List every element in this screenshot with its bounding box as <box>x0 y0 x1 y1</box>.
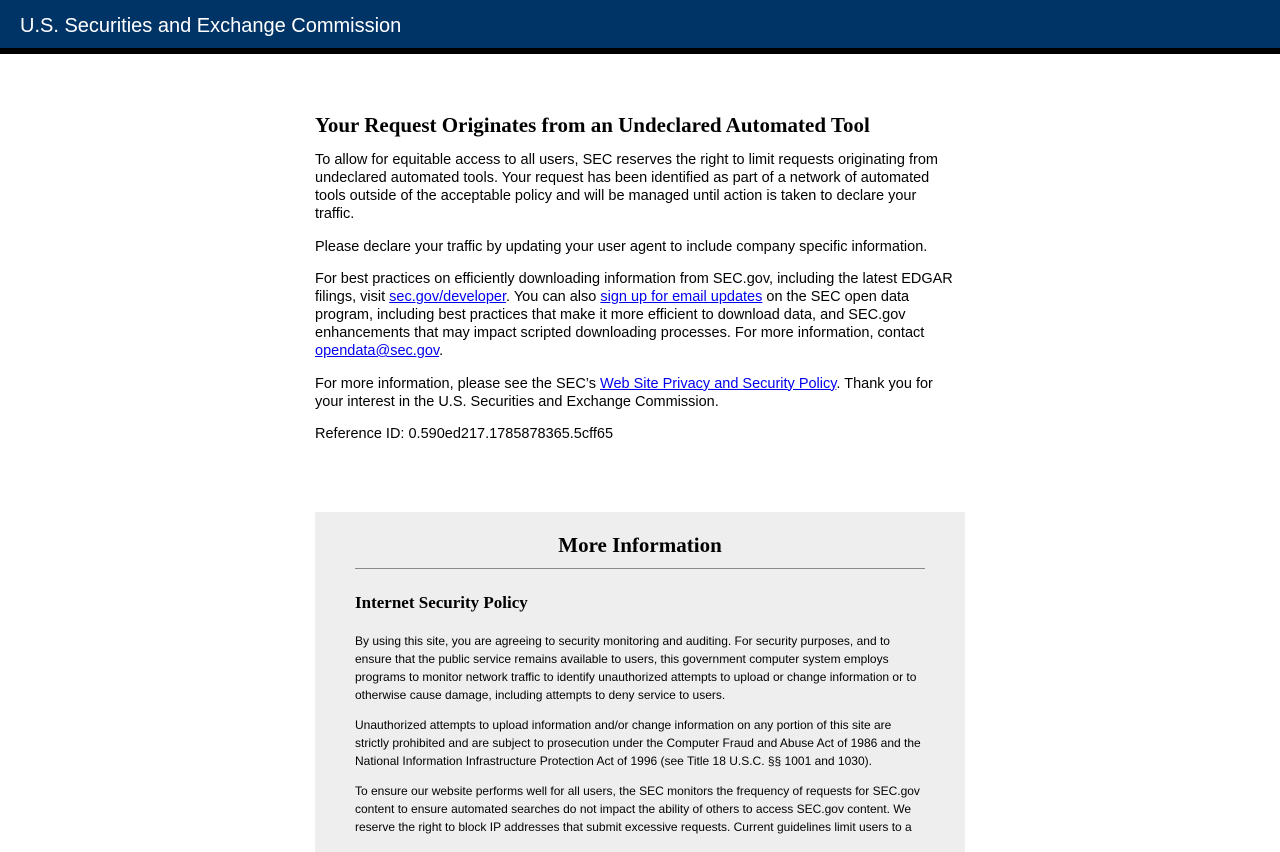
security-policy-paragraph-3: To ensure our website performs well for all users, the SEC monitors the frequency of requests for SEC.gov content to ensure automated searches do not impact the ability of others to access SEC.gov content. We reserve the right to block IP addresses that submit excessive requests. Current guidelines limit users to a <box>355 784 920 834</box>
main-content <box>315 54 965 852</box>
opendata-email-link[interactable]: opendata@sec.gov <box>315 343 440 359</box>
privacy-text-1: For more information, please see the SEC’s <box>315 375 601 392</box>
security-policy-paragraph-1: By using this site, you are agreeing to security monitoring and auditing. For security purposes, and to ensure that the public service remains available to users, this government computer system employs programs to monitor network traffic to identify unauthorized attempts to upload or change information or to otherwise cause damage, including attempts to deny service to users. <box>355 634 917 702</box>
more-information-panel <box>315 512 965 852</box>
security-policy-paragraph-2: Unauthorized attempts to upload information and/or change information on any portion of this site are strictly prohibited and are subject to prosecution under the Computer Fraud and Abuse Act of 1986 and the National Information Infrastructure Protection Act of 1996 (see Title 18 U.S.C. §§ 1001 and 1030). <box>355 718 921 768</box>
best-practices-text-4: . <box>439 343 444 359</box>
reference-id: Reference ID: 0.590ed217.1785878365.5cff65 <box>315 426 614 442</box>
best-practices-paragraph <box>315 270 955 360</box>
declare-traffic-paragraph: Please declare your traffic by updating your user agent to include company specific information. <box>315 238 928 255</box>
site-header <box>0 0 1280 54</box>
privacy-text-2: . Thank you for your interest in the U.S. Securities and Exchange Commission. <box>315 375 933 410</box>
site-title: U.S. Securities and Exchange Commission <box>20 14 402 37</box>
best-practices-text-1: For best practices on efficiently downloading information from SEC.gov, including the latest EDGAR filings, visit <box>315 271 953 305</box>
page-heading: Your Request Originates from an Undeclared Automated Tool <box>315 113 870 137</box>
privacy-policy-link[interactable]: Web Site Privacy and Security Policy <box>600 375 837 392</box>
developer-link[interactable]: sec.gov/developer <box>389 289 507 305</box>
privacy-paragraph <box>315 375 955 411</box>
email-updates-link[interactable]: sign up for email updates <box>600 289 763 305</box>
intro-paragraph: To allow for equitable access to all users, SEC reserves the right to limit requests originating from undeclared automated tools. Your request has been identified as part of a network of automated tools outside of the acceptable policy and will be managed until action is taken to declare your traffic. <box>315 152 938 222</box>
security-policy-heading: Internet Security Policy <box>355 593 528 612</box>
more-information-heading: More Information <box>355 532 925 569</box>
best-practices-text-2: . You can also <box>506 289 601 305</box>
best-practices-text-3: on the SEC open data program, including best practices that make it more efficient to download data, and SEC.gov enhancements that may impact scripted downloading processes. For more information, contact <box>315 289 925 341</box>
